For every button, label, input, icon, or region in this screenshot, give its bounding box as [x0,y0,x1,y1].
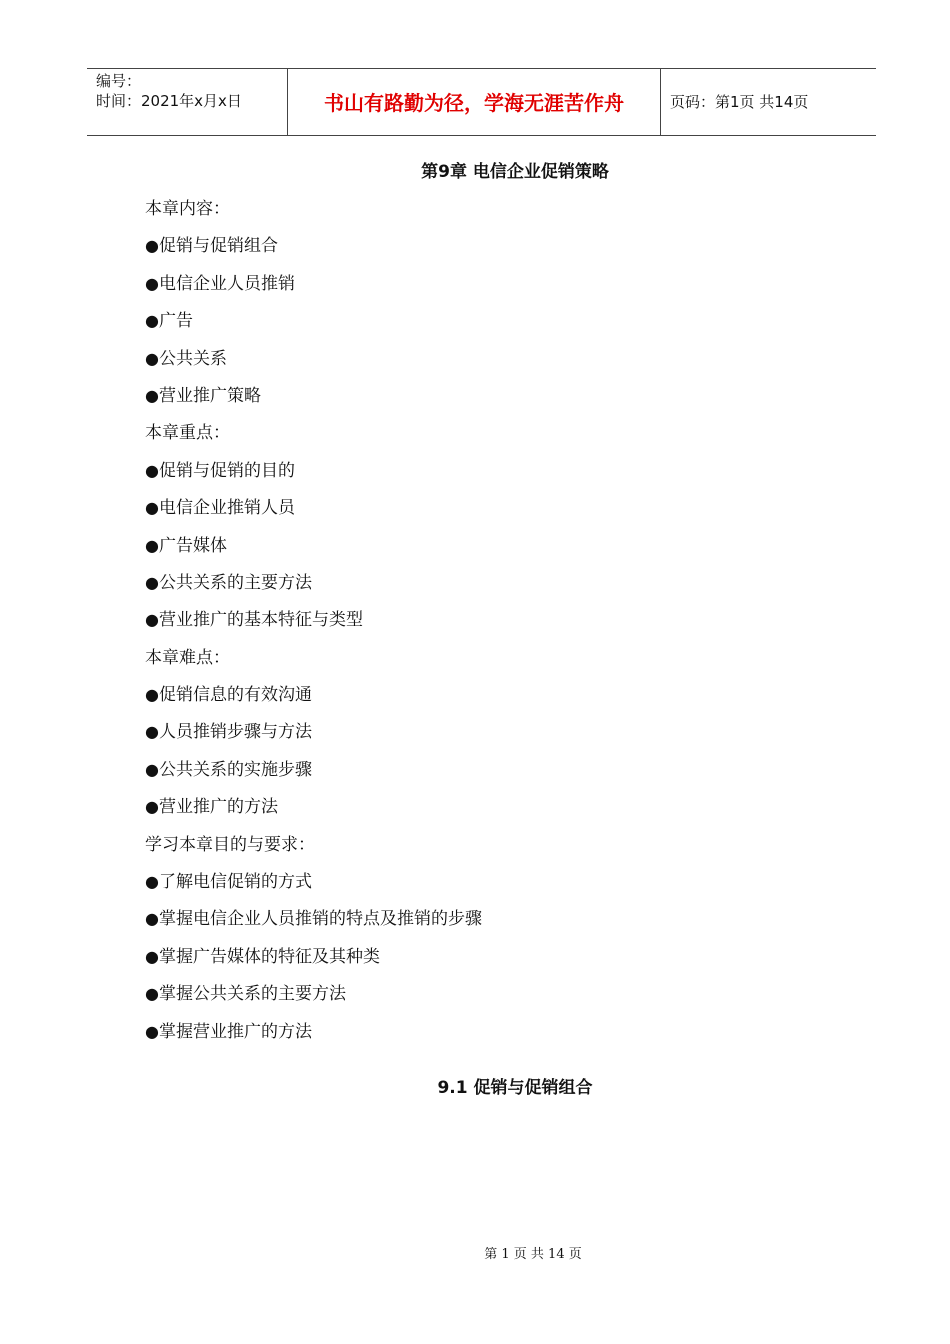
bullet-icon: ● [145,685,159,705]
list-item-text: 电信企业推销人员 [158,498,295,519]
header-bottom-rule [87,135,876,136]
list-item [145,495,845,532]
list-item-text: 掌握电信企业人员推销的特点及推销的步骤 [158,909,482,930]
list-item-text: 促销与促销组合 [158,236,278,257]
list-item-text: 掌握广告媒体的特征及其种类 [158,946,380,967]
bullet-icon: ● [145,311,159,331]
list-item [145,570,845,607]
chapter-outline [145,196,845,1056]
list-item-text: 公共关系的实施步骤 [158,759,312,780]
header-divider [660,68,661,135]
bullet-icon: ● [145,946,159,966]
bullet-icon: ● [145,722,159,742]
list-item [145,906,845,943]
bullet-icon: ● [145,498,159,518]
chapter-title: 第9章 电信企业促销策略 [421,162,609,182]
bullet-icon: ● [145,348,159,368]
list-item-text: 公共关系的主要方法 [158,572,312,593]
list-item-text: 公共关系 [158,348,227,369]
section-title: 9.1 促销与促销组合 [437,1078,593,1098]
page-footer: 第 1 页 共 14 页 [484,1247,582,1262]
number-label: 编号： [96,72,142,90]
bullet-icon: ● [145,460,159,480]
bullet-icon: ● [145,984,159,1004]
section-heading: 本章内容： [145,199,230,219]
list-item-text: 营业推广的方法 [158,797,278,818]
bullet-icon: ● [145,535,159,555]
list-item [145,1019,845,1056]
date-label: 时间：2021年x月x日 [96,92,242,110]
bullet-icon: ● [145,385,159,405]
bullet-icon: ● [145,759,159,779]
list-item [145,719,845,756]
list-item [145,233,845,270]
bullet-icon: ● [145,872,159,892]
list-item [145,271,845,308]
list-item [145,981,845,1018]
list-item [145,383,845,420]
list-item-text: 人员推销步骤与方法 [158,722,312,743]
list-item-text: 广告 [158,311,193,332]
list-item [145,458,845,495]
bullet-icon: ● [145,572,159,592]
list-item-text: 掌握营业推广的方法 [158,1021,312,1042]
bullet-icon: ● [145,1021,159,1041]
bullet-icon: ● [145,909,159,929]
bullet-icon: ● [145,610,159,630]
header-motto: 书山有路勤为径，学海无涯苦作舟 [324,91,624,115]
list-item-text: 促销与促销的目的 [158,460,295,481]
list-item-text: 营业推广策略 [158,385,261,406]
list-item [145,682,845,719]
list-item-text: 促销信息的有效沟通 [158,685,312,706]
list-item-text: 掌握公共关系的主要方法 [158,984,346,1005]
list-item [145,308,845,345]
list-item [145,607,845,644]
bullet-icon: ● [145,797,159,817]
bullet-icon: ● [145,273,159,293]
section-heading: 本章难点： [145,647,230,668]
section-heading: 本章重点： [145,423,230,444]
list-item [145,533,845,570]
header-page-info: 页码：第1页 共14页 [670,93,809,111]
list-item [145,794,845,831]
list-item [145,944,845,981]
list-item-text: 了解电信促销的方式 [158,872,312,893]
bullet-icon: ● [145,236,159,256]
list-item-text: 电信企业人员推销 [158,273,295,294]
list-item [145,346,845,383]
list-item-text: 广告媒体 [158,535,227,556]
list-item [145,757,845,794]
list-item-text: 营业推广的基本特征与类型 [158,610,363,631]
section-heading: 学习本章目的与要求： [145,834,315,855]
header-meta [96,71,242,111]
list-item [145,869,845,906]
